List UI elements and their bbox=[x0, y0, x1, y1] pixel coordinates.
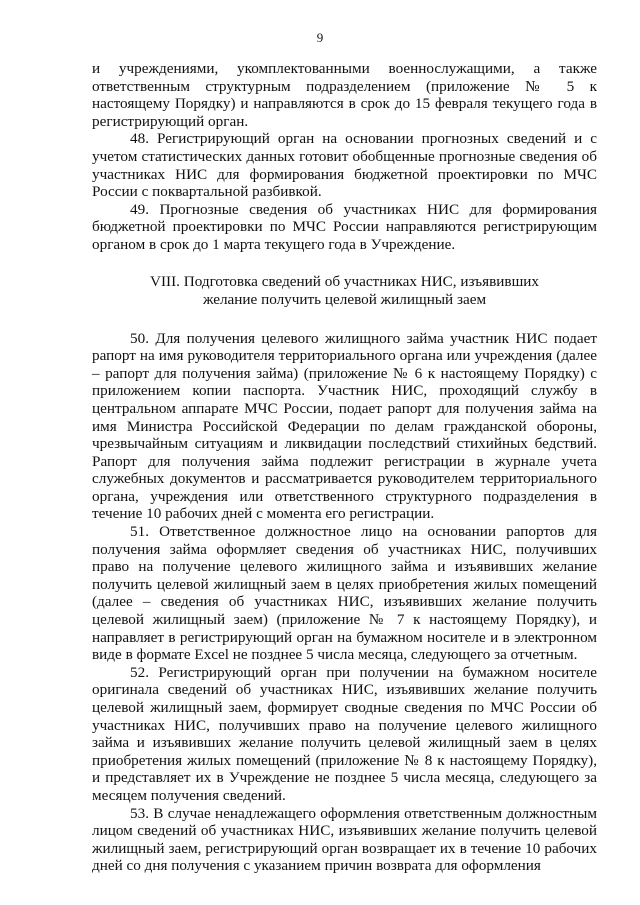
section-heading bbox=[92, 273, 597, 309]
paragraph-49: 49. Прогнозные сведения об участниках НИС для формирования бюджетной проектировки по МЧС России направляются регистрирующим органом в срок до 1 марта текущего года в Учреждение. bbox=[92, 200, 597, 253]
paragraph-52: 52. Регистрирующий орган при получении на бумажном носителе оригинала сведений об участниках НИС, изъявивших желание получить целевой жилищный заем, формирует сводные сведения по МЧС России об участниках НИС, получивших право на получение целевого жилищного займа и изъявивших желание получить целевой жилищный заем в целях приобретения жилых помещений (приложение № 8 к настоящему Порядку), и представляет их в Учреждение не позднее 5 числа месяца, следующего за месяцем получения сведений. bbox=[92, 663, 597, 804]
paragraph-50: 50. Для получения целевого жилищного займа участник НИС подает рапорт на имя руководителя территориального органа или учреждения (далее – рапорт для получения займа) (приложение № 6 к настоящему Порядку) с приложением копии паспорта. Участник НИС, проходящий службу в центральном аппарате МЧС России, подает рапорт для получения займа на имя Министра Российской Федерации по делам гражданской обороны, чрезвычайным ситуациям и ликвидации последствий стихийных бедствий. Рапорт для получения займа подлежит регистрации в журнале учета служебных документов и рассматривается руководителем территориального органа, учреждения или ответственного структурного подразделения в течение 10 рабочих дней с момента его регистрации. bbox=[92, 329, 597, 523]
paragraph-51: 51. Ответственное должностное лицо на основании рапортов для получения займа оформляет сведения об участниках НИС, получивших право на получение целевого жилищного займа и изъявивших желание получить целевой жилищный заем в целях приобретения жилых помещений (далее – сведения об участниках НИС, изъявивших желание получить целевой жилищный заем) (приложение № 7 к настоящему Порядку), и направляет в регистрирующий орган на бумажном носителе и в электронном виде в формате Excel не позднее 5 числа месяца, следующего за отчетным. bbox=[92, 523, 597, 664]
section-heading-line-1: VIII. Подготовка сведений об участниках НИС, изъявивших bbox=[150, 272, 539, 290]
section-heading-line-2: желание получить целевой жилищный заем bbox=[202, 290, 487, 308]
paragraph-48: 48. Регистрирующий орган на основании прогнозных сведений и с учетом статистических данных готовит обобщенные прогнозные сведения об участниках НИС для формирования бюджетной проектировки по МЧС России с поквартальной разбивкой. bbox=[92, 130, 597, 201]
document-body bbox=[92, 60, 597, 875]
paragraph-47-continued: и учреждениями, укомплектованными военнослужащими, а также ответственным структурным подразделением (приложение № 5 к настоящему Порядку) и направляются в срок до 15 февраля текущего года в регистрирующий орган. bbox=[92, 60, 597, 130]
paragraph-53: 53. В случае ненадлежащего оформления ответственным должностным лицом сведений об участниках НИС, изъявивших желание получить целевой жилищный заем, регистрирующий орган возвращает их в течение 10 рабочих дней со дня получения с указанием причин возврата для оформления bbox=[92, 804, 597, 875]
page-number: 9 bbox=[316, 30, 324, 45]
